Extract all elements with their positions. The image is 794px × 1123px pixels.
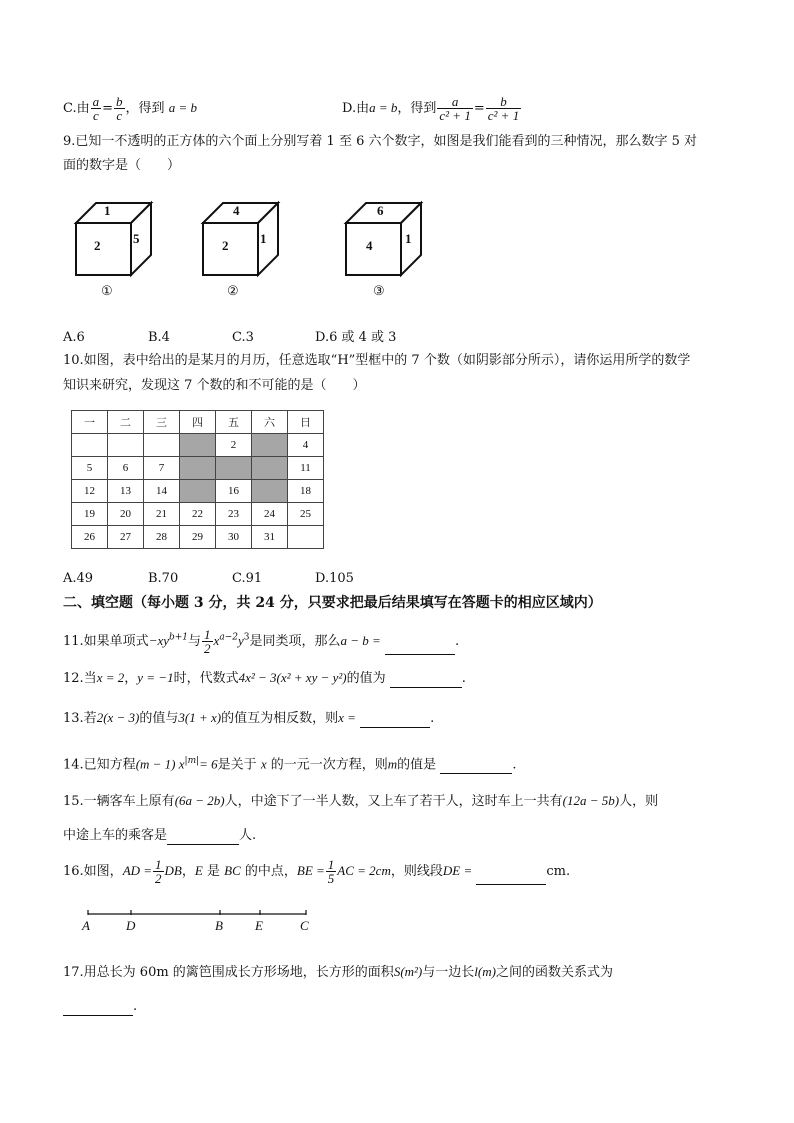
q14: 14.已知方程(m − 1) $x^{|m|}= 6$是关于 x 的一元一次方程，则m的值是 . (63, 756, 517, 773)
q9-option-b: B.4 (148, 330, 170, 345)
calendar-row (72, 526, 324, 549)
calendar-header-row (72, 411, 324, 434)
calendar-header: 二 (108, 411, 144, 434)
calendar-cell-shaded (180, 457, 216, 480)
calendar-cell: 21 (144, 503, 180, 526)
calendar-cell-shaded (180, 434, 216, 457)
calendar-cell: 20 (108, 503, 144, 526)
calendar-cell: 30 (216, 526, 252, 549)
q10-option-d: D.105 (315, 571, 354, 586)
point-b-label: B (215, 918, 223, 933)
calendar-cell (144, 434, 180, 457)
calendar-header: 五 (216, 411, 252, 434)
q16-line-segment (80, 908, 320, 920)
calendar-cell-shaded (252, 457, 288, 480)
point-c-label: C (300, 918, 309, 933)
calendar-row (72, 503, 324, 526)
point-d-label: D (126, 918, 136, 933)
q8-option-c: C.由 $\frac{a}{c}$ = $\frac{b}{c}$ ，得到 a = b (63, 94, 197, 123)
calendar-cell: 25 (288, 503, 324, 526)
q17-line2: . (63, 998, 137, 1016)
cube-3-top: 6 (377, 203, 384, 218)
calendar-cell: 19 (72, 503, 108, 526)
point-e-label: E (255, 918, 263, 933)
calendar-cell: 7 (144, 457, 180, 480)
q16: 16.如图，AD = $\frac{1}{2}$ DB，E 是 BC 的中点，BE = $\frac{1}{5}$ AC = 2cm，则线段DE = cm. (63, 857, 571, 886)
q11-answer-blank[interactable] (385, 640, 455, 655)
calendar-row (72, 480, 324, 503)
point-a-label: A (82, 918, 90, 933)
q8-option-d: D.由a = b，得到 $\frac{a}{\text{c² + 1}}$ = $\frac{b}{\text{c² + 1}}$ (342, 94, 520, 123)
calendar-cell: 31 (252, 526, 288, 549)
q13: 13.若2(x − 3)的值与3(1 + x)的值互为相反数，则x = . (63, 710, 435, 726)
calendar-header: 一 (72, 411, 108, 434)
cube-3-front: 4 (366, 238, 373, 253)
cube-3-label: ③ (373, 283, 385, 298)
q12: 12.当x = 2，y = −1时，代数式4x² − 3(x² + xy − y²)的值为 . (63, 670, 466, 686)
calendar-cell: 29 (180, 526, 216, 549)
calendar-cell (72, 434, 108, 457)
calendar-cell-shaded (180, 480, 216, 503)
q10-text-line2: 知识来研究，发现这 7 个数的和不可能的是（ ） (63, 378, 366, 393)
q9-text-line1: 9.已知一不透明的正方体的六个面上分别写着 1 至 6 六个数字，如图是我们能看到的三种情况，那么数字 5 对 (63, 134, 698, 149)
q15-line2: 中途上车的乘客是 人. (63, 828, 257, 843)
calendar-cell (288, 526, 324, 549)
calendar-header: 六 (252, 411, 288, 434)
q13-answer-blank[interactable] (360, 713, 430, 728)
q9-option-c: C.3 (232, 330, 254, 345)
q15-answer-blank[interactable] (167, 830, 239, 845)
calendar-header: 三 (144, 411, 180, 434)
calendar-cell: 11 (288, 457, 324, 480)
calendar-row (72, 434, 324, 457)
calendar-cell: 6 (108, 457, 144, 480)
cube-1-side: 5 (133, 231, 140, 246)
cube-1-front: 2 (94, 238, 101, 253)
calendar-cell-shaded (252, 480, 288, 503)
q10-option-c: C.91 (232, 571, 263, 586)
calendar-cell (108, 434, 144, 457)
calendar-cell: 22 (180, 503, 216, 526)
calendar-cell: 12 (72, 480, 108, 503)
q14-answer-blank[interactable] (440, 759, 512, 774)
calendar-cell: 4 (288, 434, 324, 457)
calendar-cell: 28 (144, 526, 180, 549)
calendar-cell-shaded (216, 457, 252, 480)
cube-1-top: 1 (104, 203, 111, 218)
cube-1-label: ① (101, 283, 113, 298)
q17-answer-blank[interactable] (63, 1001, 133, 1016)
cube-2-top: 4 (233, 203, 240, 218)
q15-line1: 15.一辆客车上原有(6a − 2b)人，中途下了一半人数，又上车了若干人，这时车上一共有(12a − 5b)人，则 (63, 793, 659, 809)
calendar-cell: 2 (216, 434, 252, 457)
cube-2 (203, 203, 278, 275)
calendar-cell: 14 (144, 480, 180, 503)
calendar-header: 四 (180, 411, 216, 434)
q9-text-line2: 面的数字是（ ） (63, 158, 181, 173)
calendar-cell: 13 (108, 480, 144, 503)
q9-option-a: A.6 (63, 330, 85, 345)
q10-option-a: A.49 (63, 571, 94, 586)
calendar-table (71, 410, 324, 549)
q9-option-d: D.6 或 4 或 3 (315, 330, 397, 345)
q12-answer-blank[interactable] (390, 673, 462, 688)
calendar-cell: 23 (216, 503, 252, 526)
section-heading-fill-blank: 二、填空题（每小题 3 分，共 24 分，只要求把最后结果填写在答题卡的相应区域内） (63, 595, 602, 611)
cube-2-label: ② (227, 283, 239, 298)
calendar-cell: 18 (288, 480, 324, 503)
calendar-cell: 26 (72, 526, 108, 549)
calendar-cell: 5 (72, 457, 108, 480)
cube-2-front: 2 (222, 238, 229, 253)
q11: 11.如果单项式$-xy^{b+1}$与 $\frac{1}{2}$ $x^{a-2}y^3$是同类项，那么a − b = . (63, 627, 460, 656)
calendar-cell: 16 (216, 480, 252, 503)
q16-answer-blank[interactable] (476, 870, 546, 885)
q17-line1: 17.用总长为 60m 的篱笆围成长方形场地，长方形的面积S(m²)与一边长l(m)之间的函数关系式为 (63, 964, 613, 980)
q10-text-line1: 10.如图，表中给出的是某月的月历，任意选取“H”型框中的 7 个数（如阴影部分所示），请你运用所学的数学 (63, 353, 691, 368)
calendar-cell: 24 (252, 503, 288, 526)
calendar-row (72, 457, 324, 480)
q10-option-b: B.70 (148, 571, 179, 586)
calendar-header: 日 (288, 411, 324, 434)
cube-2-side: 1 (260, 231, 267, 246)
calendar-cell-shaded (252, 434, 288, 457)
calendar-cell: 27 (108, 526, 144, 549)
cube-3-side: 1 (405, 231, 412, 246)
